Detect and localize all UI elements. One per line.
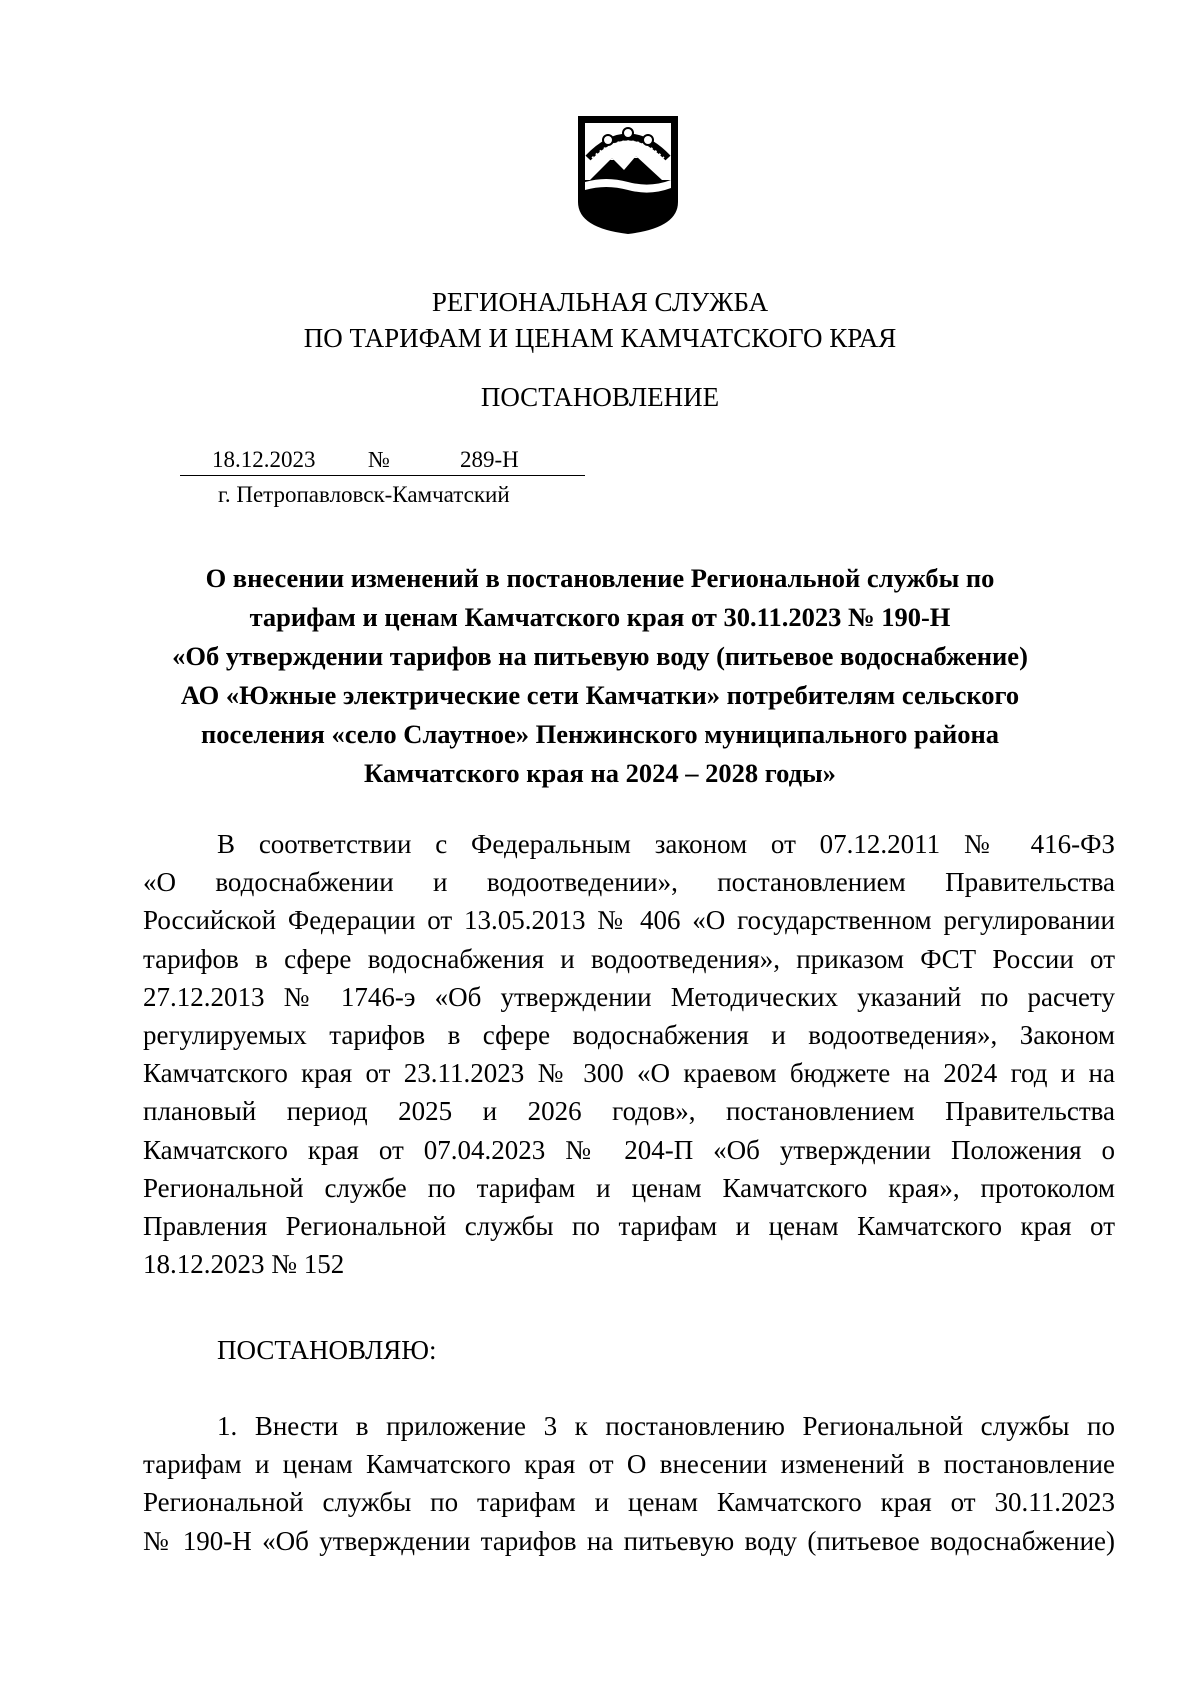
kamchatka-coat-of-arms-icon: [576, 114, 680, 236]
organization-line-1: РЕГИОНАЛЬНАЯ СЛУЖБА: [431, 287, 769, 317]
organization-line-2: ПО ТАРИФАМ И ЦЕНАМ КАМЧАТСКОГО КРАЯ: [303, 323, 897, 353]
paragraph-line: Российской Федерации от 13.05.2013 № 406 «О государственном регулировании: [143, 905, 1115, 936]
paragraph-line: Камчатского края от 07.04.2023 № 204-П «Об утверждении Положения о: [143, 1134, 1115, 1165]
document-date: 18.12.2023: [212, 447, 316, 472]
clause-1-paragraph: [143, 1407, 1115, 1560]
paragraph-line: В соответствии с Федеральным законом от 07.12.2011 № 416-ФЗ: [217, 829, 1115, 859]
subject-line: АО «Южные электрические сети Камчатки» потребителям сельского: [180, 680, 1020, 710]
paragraph-line: тарифам и ценам Камчатского края от О внесении изменений в постановление: [143, 1449, 1115, 1480]
paragraph-line: плановый период 2025 и 2026 годов», постановлением Правительства: [143, 1096, 1115, 1127]
document-subject: [150, 559, 1050, 793]
subject-line: О внесении изменений в постановление Региональной службы по: [205, 563, 995, 593]
paragraph-line: Правления Региональной службы по тарифам и ценам Камчатского края от: [143, 1211, 1115, 1242]
subject-line: поселения «село Слаутное» Пенжинского муниципального района: [200, 719, 1000, 749]
document-number: 289-Н: [460, 447, 519, 472]
subject-line: тарифам и ценам Камчатского края от 30.11.2023 № 190-Н: [249, 602, 951, 632]
paragraph-line: тарифов в сфере водоснабжения и водоотведения», приказом ФСТ России от: [143, 943, 1115, 974]
paragraph-line: 18.12.2023 № 152: [143, 1249, 345, 1280]
preamble-paragraph: [143, 825, 1115, 1283]
paragraph-line: регулируемых тарифов в сфере водоснабжения и водоотведения», Законом: [143, 1020, 1115, 1051]
decree-word: ПОСТАНОВЛЯЮ:: [217, 1335, 437, 1365]
paragraph-line: Региональной службе по тарифам и ценам Камчатского края», протоколом: [143, 1172, 1115, 1203]
paragraph-line: Региональной службы по тарифам и ценам Камчатского края от 30.11.2023: [143, 1487, 1115, 1518]
paragraph-line: № 190-Н «Об утверждении тарифов на питьевую воду (питьевое водоснабжение): [143, 1525, 1115, 1556]
paragraph-line: 1. Внести в приложение 3 к постановлению Региональной службы по: [217, 1411, 1115, 1441]
paragraph-line: 27.12.2013 № 1746-э «Об утверждении Методических указаний по расчету: [143, 981, 1115, 1012]
subject-line: Камчатского края на 2024 – 2028 годы»: [364, 758, 836, 788]
paragraph-line: Камчатского края от 23.11.2023 № 300 «О краевом бюджете на 2024 год и на: [143, 1058, 1115, 1089]
subject-line: «Об утверждении тарифов на питьевую воду (питьевое водоснабжение): [172, 641, 1028, 671]
city: г. Петропавловск-Камчатский: [218, 482, 510, 507]
number-sign: №: [368, 447, 390, 472]
organization-title: [150, 284, 1050, 356]
document-type: ПОСТАНОВЛЕНИЕ: [480, 382, 720, 412]
date-number-line: [180, 445, 585, 476]
paragraph-line: «О водоснабжении и водоотведении», постановлением Правительства: [143, 867, 1115, 898]
